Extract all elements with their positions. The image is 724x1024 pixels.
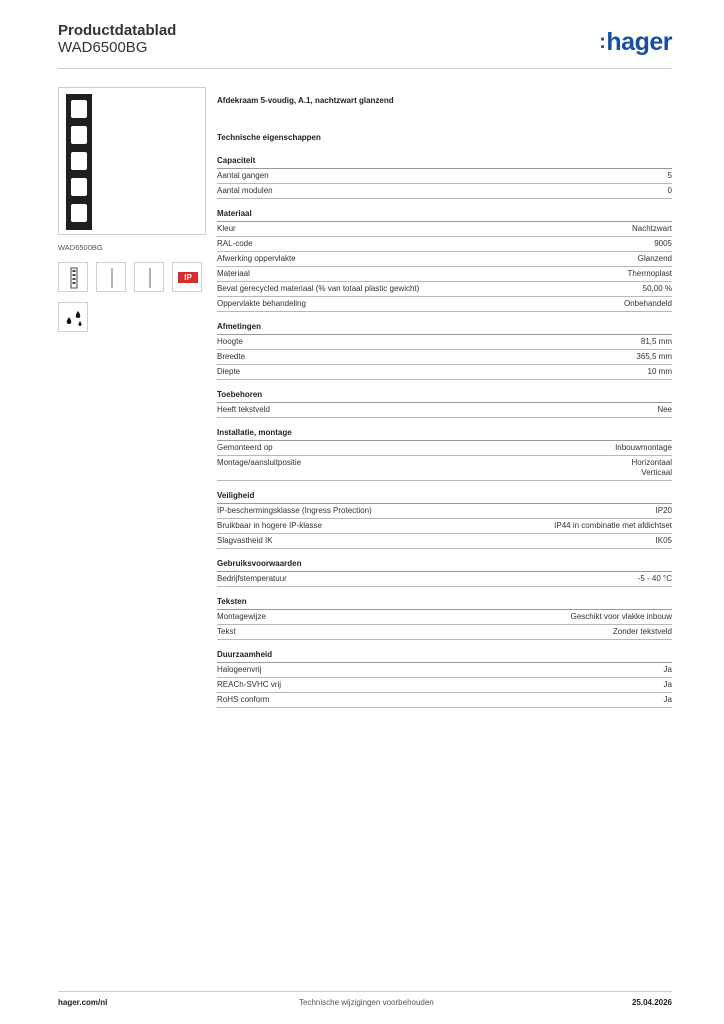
spec-value: Zonder tekstveld — [612, 627, 672, 636]
spec-section — [217, 209, 672, 312]
spec-section-title: Toebehoren — [217, 390, 672, 403]
spec-value: 50,00 % — [642, 284, 672, 293]
spec-value: IK05 — [655, 536, 672, 545]
spec-label: Bedrijfstemperatuur — [217, 574, 287, 583]
frame-opening — [71, 178, 87, 196]
spec-value: 365,5 mm — [636, 352, 672, 361]
spec-label: IP-beschermingsklasse (Ingress Protection) — [217, 506, 372, 515]
spec-label: Aantal modulen — [217, 186, 273, 195]
spec-value: 9005 — [654, 239, 672, 248]
spec-value: Ja — [663, 665, 672, 674]
logo-colon-mark: : — [599, 31, 606, 53]
product-image-caption: WAD6500BG — [58, 243, 103, 252]
spec-value: IP44 in combinatie met afdichtset — [554, 521, 672, 530]
spec-label: Kleur — [217, 224, 236, 233]
spec-section — [217, 559, 672, 587]
spec-row — [217, 267, 672, 282]
cover-frame-illustration — [66, 94, 92, 230]
spec-value: Geschikt voor vlakke inbouw — [570, 612, 672, 621]
spec-value: Horizontaal Verticaal — [631, 458, 672, 477]
spec-value: -5 - 40 °C — [637, 574, 672, 583]
spec-label: Montagewijze — [217, 612, 266, 621]
spec-row — [217, 282, 672, 297]
spec-section-title: Teksten — [217, 597, 672, 610]
spec-section — [217, 156, 672, 199]
spec-section-title: Afmetingen — [217, 322, 672, 335]
specification-content — [217, 96, 672, 718]
spec-section — [217, 650, 672, 708]
spec-row — [217, 456, 672, 481]
spec-value: 10 mm — [647, 367, 672, 376]
spec-value: Inbouwmontage — [615, 443, 672, 452]
footer-disclaimer: Technische wijzigingen voorbehouden — [299, 998, 434, 1007]
page-title: Productdatablad — [58, 22, 177, 39]
spec-row — [217, 350, 672, 365]
spec-row — [217, 693, 672, 708]
spec-label: Hoogte — [217, 337, 243, 346]
spec-label: Aantal gangen — [217, 171, 269, 180]
spec-section — [217, 491, 672, 549]
spec-label: REACh-SVHC vrij — [217, 680, 282, 689]
vertical-line-icon — [134, 262, 164, 292]
spec-section — [217, 322, 672, 380]
vertical-line-icon — [96, 262, 126, 292]
spec-label: Bruikbaar in hogere IP-klasse — [217, 521, 322, 530]
spec-label: Heeft tekstveld — [217, 405, 270, 414]
spec-row — [217, 184, 672, 199]
spec-label: Slagvastheid IK — [217, 536, 273, 545]
spec-row — [217, 297, 672, 312]
spec-value: Ja — [663, 695, 672, 704]
spec-value: Nachtzwart — [631, 224, 672, 233]
spec-section-title: Duurzaamheid — [217, 650, 672, 663]
frame-opening — [71, 100, 87, 118]
product-image — [58, 87, 206, 235]
product-number: WAD6500BG — [58, 39, 148, 56]
spec-label: Halogeenvrij — [217, 665, 262, 674]
spec-label: RAL-code — [217, 239, 253, 248]
spec-row — [217, 610, 672, 625]
specification-sections — [217, 156, 672, 708]
spec-label: Bevat gerecycled materiaal (% van totaal plastic gewicht) — [217, 284, 420, 293]
specifications-heading: Technische eigenschappen — [217, 133, 321, 142]
spec-section — [217, 428, 672, 481]
spec-row — [217, 252, 672, 267]
ip-rating-label: IP — [184, 273, 192, 282]
spec-row — [217, 663, 672, 678]
logo-text: hager — [606, 28, 672, 56]
spec-row — [217, 222, 672, 237]
spec-row — [217, 365, 672, 380]
spec-row — [217, 519, 672, 534]
spec-label: Diepte — [217, 367, 241, 376]
spec-value: Nee — [657, 405, 672, 414]
spec-label: Montage/aansluitpositie — [217, 458, 302, 467]
header-divider — [58, 68, 672, 69]
spec-value: 81,5 mm — [640, 337, 672, 346]
frame-opening — [71, 126, 87, 144]
spec-section — [217, 597, 672, 640]
hager-logo — [599, 28, 672, 57]
spec-value: 0 — [667, 186, 672, 195]
spec-value: Ja — [663, 680, 672, 689]
spec-row — [217, 572, 672, 587]
spec-section — [217, 390, 672, 418]
spec-row — [217, 441, 672, 456]
spec-row — [217, 237, 672, 252]
spec-row — [217, 169, 672, 184]
spec-section-title: Materiaal — [217, 209, 672, 222]
product-description: Afdekraam 5-voudig, A.1, nachtzwart glanzend — [217, 96, 394, 105]
spec-label: Gemonteerd op — [217, 443, 273, 452]
spec-value: Thermoplast — [627, 269, 672, 278]
spec-label: Afwerking oppervlakte — [217, 254, 296, 263]
spec-value: Onbehandeld — [623, 299, 672, 308]
frame-opening — [71, 152, 87, 170]
spec-value: IP20 — [655, 506, 672, 515]
spec-label: Materiaal — [217, 269, 250, 278]
spec-value: Glanzend — [637, 254, 672, 263]
spec-section-title: Installatie, montage — [217, 428, 672, 441]
spec-row — [217, 504, 672, 519]
spec-section-title: Gebruiksvoorwaarden — [217, 559, 672, 572]
frame-arrangement-icon — [58, 262, 88, 292]
spec-row — [217, 403, 672, 418]
spec-row — [217, 678, 672, 693]
spec-section-title: Veiligheid — [217, 491, 672, 504]
spec-row — [217, 335, 672, 350]
frame-opening — [71, 204, 87, 222]
spec-label: Breedte — [217, 352, 246, 361]
footer-divider — [58, 991, 672, 992]
spec-section-title: Capaciteit — [217, 156, 672, 169]
spec-label: Tekst — [217, 627, 236, 636]
spec-label: RoHS conform — [217, 695, 270, 704]
ip-rating-icon — [172, 262, 202, 292]
spec-value: 5 — [667, 171, 672, 180]
spec-row — [217, 534, 672, 549]
water-drops-icon — [58, 302, 88, 332]
footer-website: hager.com/nl — [58, 998, 108, 1007]
footer-date: 25.04.2026 — [631, 998, 672, 1007]
spec-row — [217, 625, 672, 640]
spec-label: Oppervlakte behandeling — [217, 299, 306, 308]
